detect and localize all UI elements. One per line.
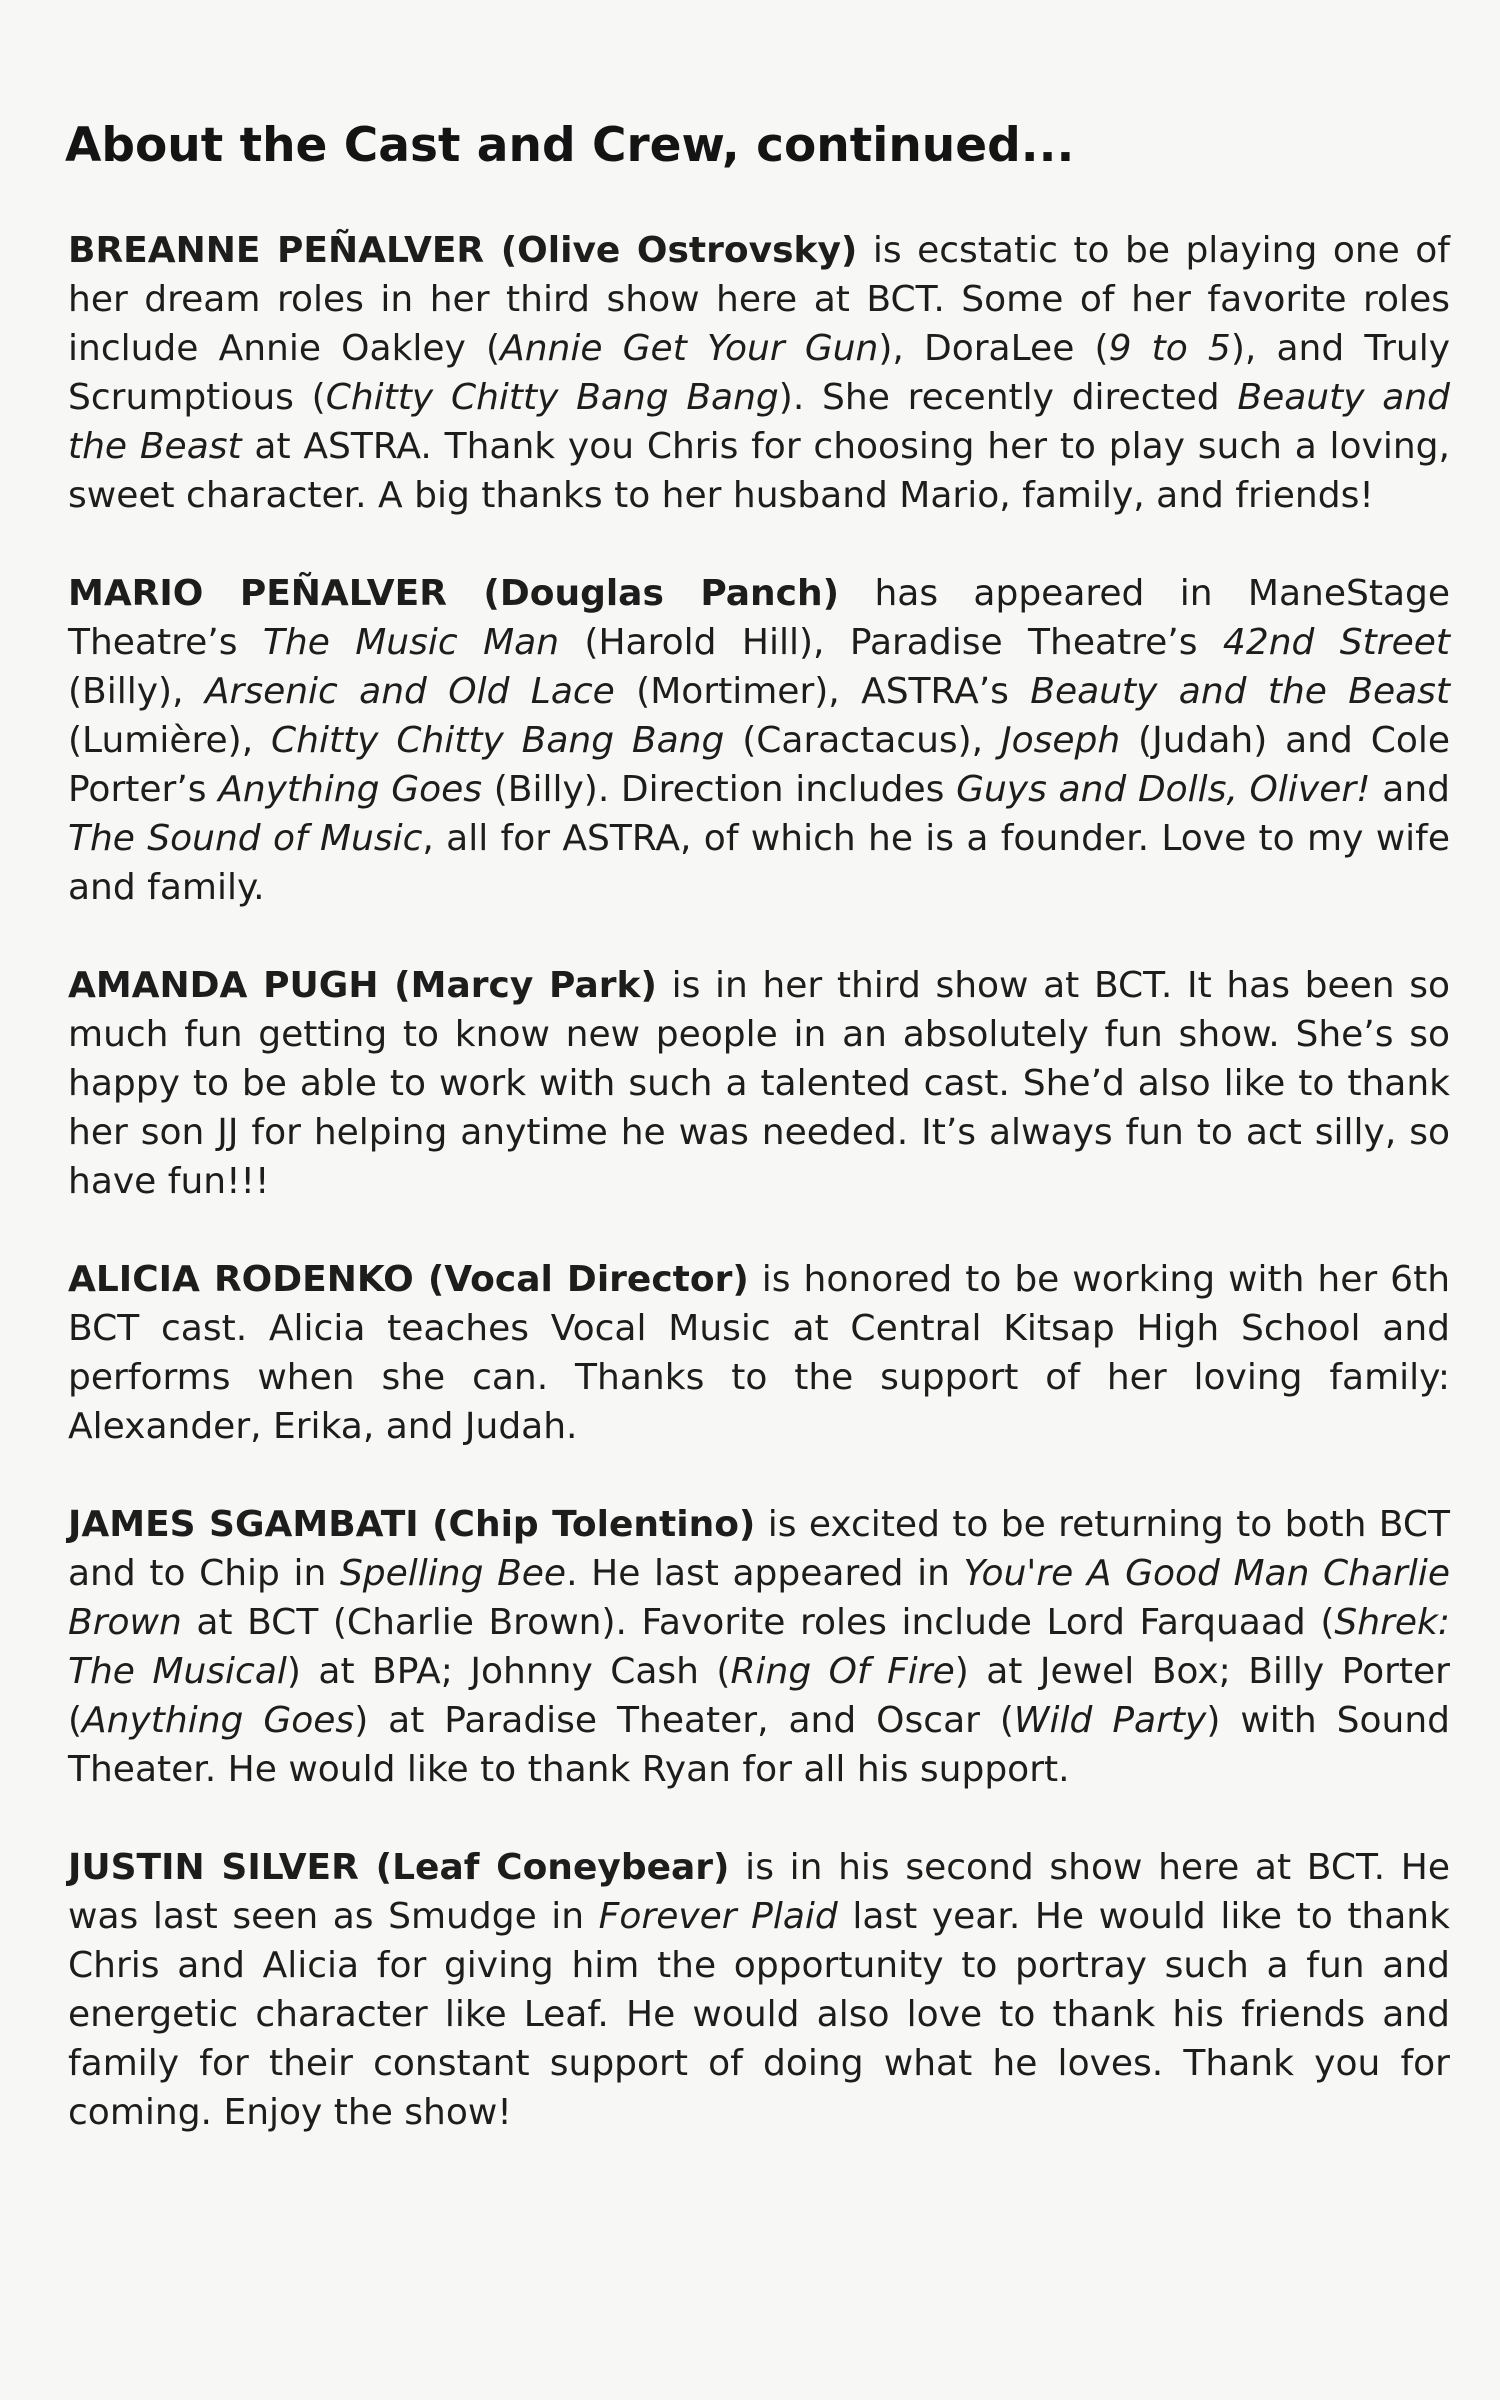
bio-text: ), DoraLee ( (878, 328, 1109, 370)
work-title: Arsenic and Old Lace (204, 671, 615, 713)
work-title: 42nd Street (1222, 622, 1450, 664)
bio-text: ) with Sound Theater. He would like to thank Ryan for all his support. (68, 1700, 1451, 1791)
bio-justin-silver (68, 1843, 1450, 2137)
work-title: The Music Man (262, 622, 560, 664)
bio-text: at ASTRA. Thank you Chris for choosing her to play such a loving, sweet character. A big thanks to her husband Mario, family, and friends! (68, 426, 1450, 517)
bio-name: BREANNE PEÑALVER (Olive Ostrovsky) (68, 230, 858, 272)
bio-text: has appeared in ManeStage Theatre’s (68, 573, 1451, 664)
bio-body (68, 573, 1450, 908)
work-title: Beauty and the Beast (1030, 671, 1451, 713)
bio-text: last year. He would like to thank Chris and Alicia for giving him the opportunity to portray such a fun and energetic character like Leaf. He would also love to thank his friends and family for their constant support of doing what he loves. Thank you for coming. Enjoy the show! (68, 1896, 1450, 2134)
work-title: Wild Party (1013, 1700, 1207, 1742)
bio-body (68, 1847, 1450, 2133)
bio-text: (Billy). Direction includes (482, 769, 957, 811)
work-title: Joseph (1000, 720, 1121, 762)
bio-text: is ecstatic to be playing one of her dream roles in her third show here at BCT. Some of her favorite roles include Annie Oakley ( (68, 230, 1450, 370)
bio-name: JUSTIN SILVER (Leaf Coneybear) (68, 1847, 730, 1889)
bio-name: JAMES SGAMBATI (Chip Tolentino) (68, 1504, 756, 1546)
work-title: Anything Goes (82, 1700, 355, 1742)
bio-text: ) at BPA; Johnny Cash ( (286, 1651, 731, 1693)
bio-text: (Billy), (68, 671, 205, 713)
bio-amanda-pugh (68, 961, 1450, 1206)
bio-text: is in her third show at BCT. It has been so much fun getting to know new people in an absolutely fun show. She’s so happy to be able to work with such a talented cast. She’d also like to thank her son JJ for helping anytime he was needed. It’s always fun to act silly, so have fun!!! (68, 965, 1450, 1203)
bio-text: ). She recently directed (778, 377, 1238, 419)
bio-james-sgambati (68, 1500, 1450, 1794)
work-title: Anything Goes (218, 769, 483, 811)
work-title: Beauty and the Beast (68, 377, 1450, 468)
bio-text: (Mortimer), ASTRA’s (614, 671, 1031, 713)
bio-breanne-penalver (68, 226, 1450, 520)
work-title: Annie Get Your Gun (500, 328, 879, 370)
work-title: Guys and Dolls, Oliver! (956, 769, 1371, 811)
bio-text: ) at Jewel Box; Billy Porter ( (68, 1651, 1450, 1742)
bio-text: (Caractacus), (724, 720, 1001, 762)
bio-text: (Lumière), (68, 720, 271, 762)
bio-text: at BCT (Charlie Brown). Favorite roles include Lord Farquaad ( (181, 1602, 1335, 1644)
work-title: Ring Of Fire (730, 1651, 955, 1693)
bio-text: is honored to be working with her 6th BCT cast. Alicia teaches Vocal Music at Central Kitsap High School and performs when she can. Thanks to the support of her loving family: Alexander, Erika, and Judah. (68, 1259, 1451, 1448)
bio-body (68, 230, 1450, 516)
bio-text: (Harold Hill), Paradise Theatre’s (559, 622, 1223, 664)
work-title: The Sound of Music (68, 818, 423, 860)
work-title: You're A Good Man Charlie Brown (68, 1553, 1450, 1644)
bio-body (68, 1504, 1450, 1790)
bio-name: AMANDA PUGH (Marcy Park) (68, 965, 657, 1007)
bio-alicia-rodenko (68, 1255, 1450, 1451)
bio-name: MARIO PEÑALVER (Douglas Panch) (68, 573, 840, 615)
work-title: 9 to 5 (1108, 328, 1231, 370)
bio-text: . He last appeared in (566, 1553, 964, 1595)
bio-text: ), and Truly Scrumptious ( (68, 328, 1451, 419)
work-title: Chitty Chitty Bang Bang (271, 720, 725, 762)
bio-text: (Judah) and Cole Porter’s (68, 720, 1451, 811)
work-title: Spelling Bee (339, 1553, 567, 1595)
bio-name: ALICIA RODENKO (Vocal Director) (68, 1259, 749, 1301)
bio-text: and (1370, 769, 1450, 811)
bio-text: ) at Paradise Theater, and Oscar ( (354, 1700, 1014, 1742)
bio-mario-penalver (68, 569, 1450, 912)
page-title: About the Cast and Crew, continued... (65, 118, 1075, 173)
bio-text: is in his second show here at BCT. He was last seen as Smudge in (68, 1847, 1451, 1938)
bio-text: , all for ASTRA, of which he is a founder. Love to my wife and family. (68, 818, 1450, 909)
work-title: Chitty Chitty Bang Bang (325, 377, 779, 419)
bio-text: is excited to be returning to both BCT and to Chip in (68, 1504, 1451, 1595)
work-title: Shrek: The Musical (68, 1602, 1450, 1693)
work-title: Forever Plaid (598, 1896, 838, 1938)
